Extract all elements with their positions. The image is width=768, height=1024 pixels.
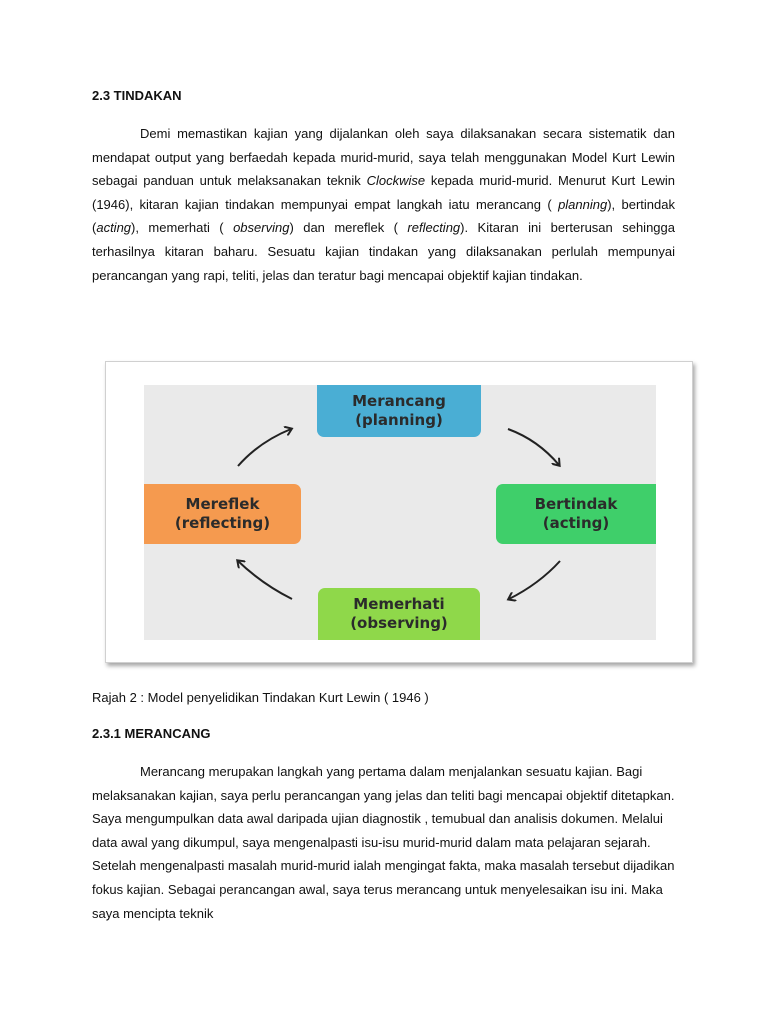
step-mereflek-subtitle: (reflecting) [174,514,271,532]
text-run: Demi memastikan kajian yang dijalankan oleh saya dilaksanakan secara sistematik dan mendapat output yang berfaedah kepada murid-murid, saya telah menggunakan Model Kurt Lewin sebagai panduan untuk melaksanakan teknik [92,126,675,189]
paragraph-merancang [92,760,682,925]
arrow-top-left [238,429,291,466]
arrow-bottom-left [238,561,292,599]
step-mereflek [144,484,301,544]
step-bertindak [496,484,656,544]
paragraph-tindakan-text [92,126,675,283]
step-memerhati-subtitle: (observing) [350,614,448,632]
arrow-top-right [508,429,559,465]
step-mereflek-title: Mereflek [185,495,260,513]
text-run: ) dan mereflek ( [289,220,408,236]
section-heading-merancang: 2.3.1 MERANCANG [92,726,211,741]
italic-term: planning [558,196,608,212]
paragraph-merancang-text: Merancang merupakan langkah yang pertama dalam menjalankan sesuatu kajian. Bagi melaksanakan kajian, saya perlu perancangan yang jelas dan teliti bagi mencapai objektif ditetapkan. Saya mengumpulkan data awal daripada ujian diagnostik , temubual dan analisis dokumen. Melalui data awal yang dikumpul, saya mengenalpasti isu-isu murid-murid dalam mata pelajaran sejarah. Setelah mengenalpasti masalah murid-murid ialah mengingat fakta, maka masalah tersebut dijadikan fokus kajian. Sebagai perancangan awal, saya terus merancang untuk menyelesaikan isu ini. Maka saya mencipta teknik [92,764,675,921]
kurt-lewin-cycle-diagram [105,361,693,663]
text-run: kepada murid-murid. Menurut Kurt Lewin (1946), kitaran kajian tindakan mempunyai empat langkah iatu merancang ( [92,173,675,212]
step-merancang-title: Merancang [352,392,446,410]
arrow-bottom-right [509,561,560,599]
step-bertindak-subtitle: (acting) [542,514,610,532]
italic-term: reflecting [407,220,461,236]
text-run: ), bertindak ( [92,196,675,236]
italic-term: acting [96,220,132,236]
italic-term: Clockwise [366,173,426,189]
paragraph-tindakan [92,122,675,287]
step-memerhati-title: Memerhati [353,595,445,613]
step-merancang [317,385,481,437]
section-heading-tindakan: 2.3 TINDAKAN [92,88,182,103]
figure-caption: Rajah 2 : Model penyelidikan Tindakan Kurt Lewin ( 1946 ) [92,690,429,705]
italic-term: observing [233,220,290,236]
step-merancang-subtitle: (planning) [355,411,443,429]
text-run: ), memerhati ( [131,220,234,236]
step-bertindak-title: Bertindak [534,495,618,513]
step-memerhati [318,588,480,640]
text-run: ). Kitaran ini berterusan sehingga terhasilnya kitaran baharu. Sesuatu kajian tindakan yang dilaksanakan perlulah mempunyai perancangan yang rapi, teliti, jelas dan teratur bagi mencapai objektif kajian tindakan. [92,220,675,283]
